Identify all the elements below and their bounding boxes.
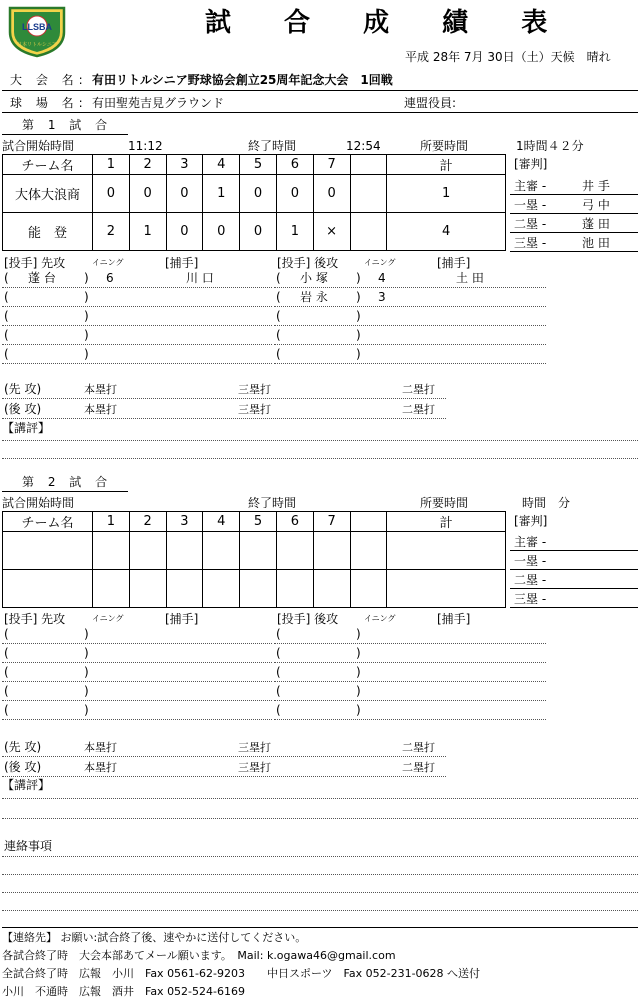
league-logo [6, 4, 68, 58]
paren-close: ) [84, 703, 89, 717]
inning-score[interactable] [203, 570, 240, 608]
umpire-name: 弓 中 [582, 198, 610, 212]
notes-label: 連絡事項 [4, 839, 53, 853]
game1-duration: 1時間４２分 [516, 139, 584, 153]
team-name: 大体大浪商 [3, 175, 93, 213]
inning-score [350, 175, 387, 213]
divider [2, 134, 128, 135]
team-row [3, 213, 506, 251]
umpire-position: 三塁 - [514, 592, 547, 606]
catcher-label: [捕手] [437, 256, 471, 270]
inning-label: イニング [92, 258, 124, 267]
divider [2, 927, 638, 928]
notes-line [2, 892, 638, 893]
inning-score: 0 [166, 175, 203, 213]
game2-heading: 第 2 試 合 [22, 475, 113, 489]
divider [2, 418, 446, 419]
game2-duration: 時間 分 [522, 496, 571, 510]
inning-header: 2 [129, 155, 166, 175]
inning-header: 1 [92, 155, 129, 175]
paren-close: ) [84, 309, 89, 323]
divider [2, 756, 446, 757]
inning-score[interactable] [129, 532, 166, 570]
team-name: 能 登 [3, 213, 93, 251]
inning-score[interactable] [92, 532, 129, 570]
team-row [3, 532, 506, 570]
pitcher-innings: 6 [106, 271, 114, 285]
divider [2, 398, 446, 399]
pitcher-row-line [2, 662, 272, 663]
inning-header: 7 [313, 155, 350, 175]
pitcher-row-line [274, 681, 546, 682]
umpire-position: 一塁 - [514, 554, 547, 568]
umpire-position: 二塁 - [514, 573, 547, 587]
inning-score[interactable] [240, 532, 277, 570]
review-line [2, 440, 638, 441]
extra-inning [350, 155, 387, 175]
paren-close: ) [356, 271, 361, 285]
triple-label: 三塁打 [238, 383, 271, 396]
pitcher-name: 岩 永 [300, 290, 328, 304]
inning-header: 3 [166, 155, 203, 175]
logo-subtext: 日本リトルシニア [17, 42, 57, 48]
game2-scoreboard [2, 511, 506, 608]
start-label: 試合開始時間 [2, 139, 75, 153]
divider [2, 491, 128, 492]
inning-score: 1 [276, 213, 313, 251]
divider [510, 550, 638, 551]
inning-score[interactable] [276, 532, 313, 570]
paren-open: ( [4, 703, 9, 717]
paren-close: ) [84, 665, 89, 679]
game1-scoreboard [2, 154, 506, 251]
umpire-name: 池 田 [582, 236, 610, 250]
pitcher-row-line [274, 287, 546, 288]
inning-score: 0 [129, 175, 166, 213]
catcher-label: [捕手] [165, 256, 199, 270]
pitcher-row-line [2, 325, 272, 326]
pitcher-row-line [274, 719, 546, 720]
game1-start-time: 11:12 [128, 139, 163, 153]
inning-score: 0 [166, 213, 203, 251]
inning-header: 4 [203, 512, 240, 532]
first-team-label: (先 攻) [4, 740, 42, 754]
pitcher-name: 蓬 台 [28, 271, 56, 285]
paren-open: ( [276, 665, 281, 679]
inning-header: 2 [129, 512, 166, 532]
triple-label: 三塁打 [238, 741, 271, 754]
inning-score: 1 [203, 175, 240, 213]
paren-open: ( [4, 328, 9, 342]
paren-open: ( [276, 646, 281, 660]
paren-close: ) [356, 328, 361, 342]
total-score[interactable] [387, 570, 506, 608]
inning-score: 0 [276, 175, 313, 213]
pitcher-innings: 4 [378, 271, 386, 285]
venue-label: 球 場 名: [10, 96, 88, 110]
inning-score[interactable] [350, 570, 387, 608]
pitcher-row-line [2, 700, 272, 701]
inning-label: イニング [92, 614, 124, 623]
paren-open: ( [4, 309, 9, 323]
paren-open: ( [276, 328, 281, 342]
divider [2, 90, 638, 91]
paren-close: ) [356, 290, 361, 304]
double-label: 二塁打 [402, 741, 435, 754]
team-name[interactable] [3, 570, 93, 608]
triple-label: 三塁打 [238, 761, 271, 774]
inning-score[interactable] [350, 532, 387, 570]
pitcher-top-label: [投手] 先攻 [4, 256, 66, 270]
contact-line-3: 全試合終了時 広報 小川 Fax 0561-62-9203 中日スポーツ Fax 052-231-0628 へ送付 [2, 967, 481, 980]
pitcher-row-line [274, 643, 546, 644]
umpire-label: [審判] [514, 514, 548, 528]
start-label: 試合開始時間 [2, 496, 75, 510]
page-title: 試 合 成 績 表 [205, 8, 570, 38]
pitcher-name: 小 塚 [300, 271, 328, 285]
umpire-position: 主審 - [514, 535, 547, 549]
end-label: 終了時間 [248, 496, 297, 510]
pitcher-innings: 3 [378, 290, 386, 304]
paren-open: ( [276, 347, 281, 361]
notes-line [2, 856, 638, 857]
total-score: 4 [387, 213, 506, 251]
home-run-label: 本塁打 [84, 383, 117, 396]
paren-close: ) [84, 290, 89, 304]
paren-close: ) [84, 627, 89, 641]
home-run-label: 本塁打 [84, 403, 117, 416]
extra-inning [350, 512, 387, 532]
pitcher-row-line [2, 344, 272, 345]
paren-open: ( [276, 703, 281, 717]
paren-close: ) [356, 703, 361, 717]
paren-open: ( [276, 309, 281, 323]
second-team-label: (後 攻) [4, 402, 42, 416]
pitcher-row-line [2, 719, 272, 720]
review-line [2, 798, 638, 799]
triple-label: 三塁打 [238, 403, 271, 416]
catcher-name: 川 口 [186, 271, 214, 285]
inning-score[interactable] [166, 532, 203, 570]
catcher-name: 土 田 [456, 271, 484, 285]
umpire-label: [審判] [514, 157, 548, 171]
review-label: 【講評】 [2, 421, 51, 435]
inning-header: 4 [203, 155, 240, 175]
paren-open: ( [276, 684, 281, 698]
duration-label: 所要時間 [420, 496, 469, 510]
review-label: 【講評】 [2, 778, 51, 792]
paren-open: ( [4, 665, 9, 679]
divider [510, 569, 638, 570]
pitcher-row-line [274, 363, 546, 364]
inning-score: 0 [240, 175, 277, 213]
team-header: チーム名 [3, 512, 93, 532]
inning-header: 6 [276, 512, 313, 532]
pitcher-row-line [2, 287, 272, 288]
end-label: 終了時間 [248, 139, 297, 153]
paren-open: ( [276, 271, 281, 285]
divider [510, 588, 638, 589]
paren-close: ) [356, 684, 361, 698]
divider [2, 776, 446, 777]
total-header: 計 [387, 155, 506, 175]
home-run-label: 本塁打 [84, 741, 117, 754]
pitcher-bottom-label: [投手] 後攻 [277, 256, 339, 270]
catcher-label: [捕手] [437, 612, 471, 626]
contact-line-2: 各試合終了時 大会本部あてメール願います。 Mail: k.ogawa46@gmail.com [2, 949, 396, 962]
game1-end-time: 12:54 [346, 139, 381, 153]
inning-score[interactable] [240, 570, 277, 608]
pitcher-bottom-label: [投手] 後攻 [277, 612, 339, 626]
catcher-label: [捕手] [165, 612, 199, 626]
inning-score[interactable] [92, 570, 129, 608]
paren-close: ) [356, 646, 361, 660]
inning-score[interactable] [313, 532, 350, 570]
logo-text: LLSBA [22, 22, 52, 32]
paren-open: ( [4, 627, 9, 641]
contact-line-4: 小川 不通時 広報 酒井 Fax 052-524-6169 [2, 985, 245, 998]
divider [510, 251, 638, 252]
paren-close: ) [84, 646, 89, 660]
inning-score[interactable] [313, 570, 350, 608]
inning-score: 0 [203, 213, 240, 251]
inning-score[interactable] [203, 532, 240, 570]
inning-header: 6 [276, 155, 313, 175]
paren-open: ( [4, 347, 9, 361]
inning-score: 0 [92, 175, 129, 213]
paren-open: ( [4, 271, 9, 285]
total-score: 1 [387, 175, 506, 213]
paren-close: ) [356, 309, 361, 323]
inning-label: イニング [364, 258, 396, 267]
divider [510, 607, 638, 608]
total-score[interactable] [387, 532, 506, 570]
pitcher-row-line [274, 325, 546, 326]
team-header: チーム名 [3, 155, 93, 175]
paren-close: ) [84, 347, 89, 361]
divider [510, 213, 638, 214]
notes-line [2, 874, 638, 875]
inning-header: 7 [313, 512, 350, 532]
inning-header: 3 [166, 512, 203, 532]
inning-score: 2 [92, 213, 129, 251]
first-team-label: (先 攻) [4, 382, 42, 396]
game1-heading: 第 1 試 合 [22, 118, 113, 132]
second-team-label: (後 攻) [4, 760, 42, 774]
inning-label: イニング [364, 614, 396, 623]
paren-open: ( [4, 290, 9, 304]
inning-score: 0 [240, 213, 277, 251]
divider [510, 194, 638, 195]
tournament-name: 有田リトルシニア野球協会創立25周年記念大会 1回戦 [92, 73, 393, 87]
pitcher-row-line [274, 700, 546, 701]
paren-open: ( [276, 290, 281, 304]
venue-name: 有田聖苑吉見グラウンド [92, 96, 225, 110]
inning-header: 5 [240, 512, 277, 532]
inning-score[interactable] [129, 570, 166, 608]
date-weather: 平成 28年 7月 30日（土）天候 晴れ [405, 50, 611, 64]
paren-close: ) [84, 684, 89, 698]
home-run-label: 本塁打 [84, 761, 117, 774]
pitcher-top-label: [投手] 先攻 [4, 612, 66, 626]
pitcher-row-line [2, 363, 272, 364]
team-row [3, 175, 506, 213]
divider [2, 112, 638, 113]
paren-close: ) [84, 271, 89, 285]
inning-header: 1 [92, 512, 129, 532]
pitcher-row-line [274, 344, 546, 345]
divider [510, 232, 638, 233]
inning-score: 0 [313, 175, 350, 213]
pitcher-row-line [274, 306, 546, 307]
paren-close: ) [356, 665, 361, 679]
paren-open: ( [4, 646, 9, 660]
umpire-position: 三塁 - [514, 236, 547, 250]
umpire-position: 主審 - [514, 179, 547, 193]
paren-close: ) [356, 347, 361, 361]
inning-score[interactable] [276, 570, 313, 608]
double-label: 二塁打 [402, 761, 435, 774]
total-header: 計 [387, 512, 506, 532]
pitcher-row-line [2, 681, 272, 682]
duration-label: 所要時間 [420, 139, 469, 153]
double-label: 二塁打 [402, 383, 435, 396]
inning-score: 1 [129, 213, 166, 251]
team-name[interactable] [3, 532, 93, 570]
inning-score[interactable] [166, 570, 203, 608]
pitcher-row-line [274, 662, 546, 663]
notes-line [2, 910, 638, 911]
inning-header: 5 [240, 155, 277, 175]
umpire-name: 井 手 [582, 179, 610, 193]
review-line [2, 458, 638, 459]
umpire-position: 一塁 - [514, 198, 547, 212]
official-label: 連盟役員: [404, 96, 457, 110]
team-row [3, 570, 506, 608]
contact-line-1: 【連絡先】 お願い:試合終了後、速やかに送付してください。 [2, 931, 307, 944]
paren-open: ( [4, 684, 9, 698]
umpire-position: 二塁 - [514, 217, 547, 231]
review-line [2, 818, 638, 819]
umpire-name: 蓬 田 [582, 217, 610, 231]
pitcher-row-line [2, 306, 272, 307]
paren-close: ) [356, 627, 361, 641]
inning-score [350, 213, 387, 251]
pitcher-row-line [2, 643, 272, 644]
double-label: 二塁打 [402, 403, 435, 416]
paren-open: ( [276, 627, 281, 641]
inning-score: × [313, 213, 350, 251]
paren-close: ) [84, 328, 89, 342]
tournament-label: 大 会 名: [10, 73, 88, 87]
